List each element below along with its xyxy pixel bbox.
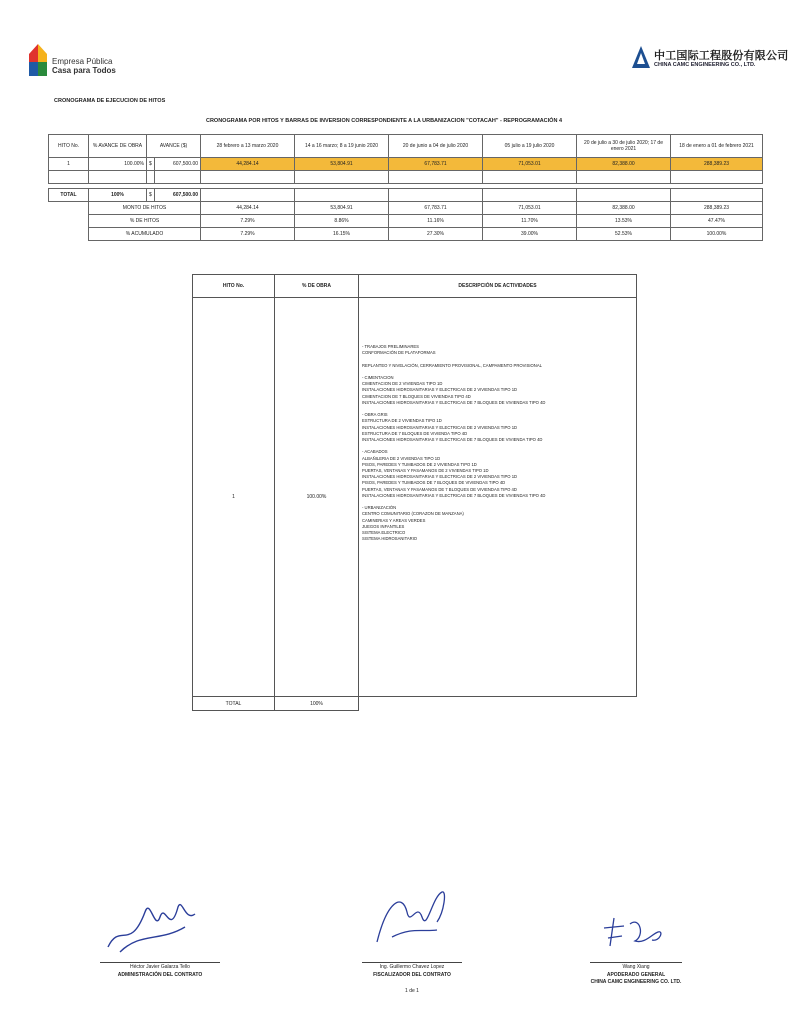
value-cell: 16.15% bbox=[295, 228, 389, 241]
value-cell: 11.16% bbox=[389, 215, 483, 228]
col-avance-obra: % AVANCE DE OBRA bbox=[89, 135, 147, 158]
activity-line: - ACABADOS bbox=[362, 449, 388, 455]
row-label: % ACUMULADO bbox=[89, 228, 201, 241]
total-pct: 100% bbox=[89, 189, 147, 202]
bar-cell: 44,284.14 bbox=[201, 158, 295, 171]
signer-name: Ing. Guillermo Chavez Lopez bbox=[379, 964, 445, 970]
activity-line: SISTEMA ELECTRICO bbox=[362, 530, 406, 536]
activity-line: CIMENTACION DE 7 BLOQUES DE VIVIENDAS TIPO 4D bbox=[362, 393, 471, 399]
col-hito: HITO No. bbox=[193, 275, 275, 298]
signature-block-admin bbox=[100, 912, 220, 978]
amount-cell: 607,500.00 bbox=[155, 158, 201, 171]
activity-line: INSTALACIONES HIDROSANITARIAS Y ELECTRICAS DE 2 VIVIENDAS TIPO 1D bbox=[362, 387, 518, 393]
value-cell: 13.53% bbox=[577, 215, 671, 228]
empty-row bbox=[49, 171, 763, 184]
obra-cell: 100.00% bbox=[275, 298, 359, 697]
bar-cell: 71,053.01 bbox=[483, 158, 577, 171]
company-name-en: CHINA CAMC ENGINEERING CO., LTD. bbox=[654, 62, 756, 68]
schedule-header-row bbox=[49, 135, 763, 158]
activity-line: PUERTAS, VENTANAS Y PASAMANOS DE 7 BLOQUES DE VIVIENDAS TIPO 4D bbox=[362, 486, 517, 492]
activity-line: PISOS, PAREDES Y TUMBADOS DE 2 VIVIENDAS TIPO 1D bbox=[362, 461, 477, 467]
total-row bbox=[49, 189, 763, 202]
activity-line: SISTEMA HIDROSANITARIO bbox=[362, 536, 418, 542]
value-cell: 82,388.00 bbox=[577, 202, 671, 215]
activity-line: INSTALACIONES HIDROSANITARIAS Y ELECTRICAS DE 7 BLOQUES DE VIVIENDAS TIPO 4D bbox=[362, 492, 546, 498]
col-descripcion: DESCRIPCIÓN DE ACTIVIDADES bbox=[359, 275, 637, 298]
activity-line: CENTRO COMUNITARIO (CORAZON DE MANZANA) bbox=[362, 511, 464, 517]
col-obra: % DE OBRA bbox=[275, 275, 359, 298]
pct-hitos-row bbox=[49, 215, 763, 228]
signature-block-fiscalizador bbox=[362, 912, 462, 994]
col-period: 20 de junio a 04 de julio 2020 bbox=[389, 135, 483, 158]
col-period: 05 julio a 19 julio 2020 bbox=[483, 135, 577, 158]
row-label: % DE HITOS bbox=[89, 215, 201, 228]
signer-company: CHINA CAMC ENGINEERING CO. LTD. bbox=[590, 979, 682, 985]
value-cell: 52.53% bbox=[577, 228, 671, 241]
activities-header-row bbox=[193, 275, 637, 298]
signature-scribble-icon bbox=[100, 892, 210, 962]
activities-total-row bbox=[193, 697, 637, 711]
activity-line: JUEGOS INFANTILES bbox=[362, 523, 405, 529]
activities-table bbox=[192, 274, 637, 711]
bar-cell: 82,388.00 bbox=[577, 158, 671, 171]
signer-role: FISCALIZADOR DEL CONTRATO bbox=[373, 972, 451, 978]
logo-text-line2: Casa para Todos bbox=[52, 66, 116, 75]
document-title: CRONOGRAMA DE EJECUCION DE HITOS bbox=[54, 98, 166, 104]
signature-scribble-icon bbox=[590, 906, 680, 956]
value-cell: 11.70% bbox=[483, 215, 577, 228]
camc-logo-icon bbox=[632, 46, 650, 68]
total-label: TOTAL bbox=[193, 697, 275, 711]
value-cell: 47.47% bbox=[671, 215, 763, 228]
value-cell: 7.29% bbox=[201, 215, 295, 228]
activity-line: CAMINERIAS Y AREAS VERDES bbox=[362, 517, 426, 523]
activity-line: PISOS, PAREDES Y TUMBADOS DE 7 BLOQUES DE VIVIENDAS TIPO 4D bbox=[362, 480, 506, 486]
activity-line: - URBANIZACIÓN bbox=[362, 505, 397, 511]
schedule-table bbox=[48, 134, 763, 241]
col-period: 18 de enero a 01 de febrero 2021 bbox=[671, 135, 763, 158]
value-cell: 288,389.23 bbox=[671, 202, 763, 215]
china-camc-logo bbox=[632, 44, 788, 74]
col-period: 14 a 16 marzo; 8 a 19 junio 2020 bbox=[295, 135, 389, 158]
col-period: 20 de julio a 30 de julio 2020; 17 de enero 2021 bbox=[577, 135, 671, 158]
signature-scribble-icon bbox=[362, 882, 462, 952]
value-cell: 27.30% bbox=[389, 228, 483, 241]
activity-line: REPLANTEO Y NIVELACIÓN, CERRAMIENTO PROVISIONAL, CAMPAMENTO PROVISIONAL bbox=[362, 362, 542, 368]
table-row bbox=[193, 298, 637, 697]
activity-line: CONFORMACIÓN DE PLATAFORMAS bbox=[362, 350, 436, 356]
activity-line: INSTALACIONES HIDROSANITARIAS Y ELECTRICAS DE 7 BLOQUES DE VIVIENDA TIPO 4D bbox=[362, 437, 543, 443]
activity-line: PUERTAS, VENTANAS Y PASAMANOS DE 2 VIVIENDAS TIPO 1D bbox=[362, 468, 489, 474]
value-cell: 100.00% bbox=[671, 228, 763, 241]
hito-cell: 1 bbox=[193, 298, 275, 697]
activity-line: ALBAÑILERIA DE 2 VIVIENDAS TIPO 1D bbox=[362, 455, 441, 461]
signer-name: Wang Xiang bbox=[622, 964, 650, 970]
value-cell: 53,804.91 bbox=[295, 202, 389, 215]
total-pct: 100% bbox=[275, 697, 359, 711]
pct-acumulado-row bbox=[49, 228, 763, 241]
table-row bbox=[49, 158, 763, 171]
casa-para-todos-logo bbox=[26, 42, 146, 82]
company-name-cn: 中工国际工程股份有限公司 bbox=[654, 50, 788, 62]
total-amount: 607,500.00 bbox=[155, 189, 201, 202]
signer-role: APODERADO GENERAL bbox=[606, 972, 666, 978]
value-cell: 39.00% bbox=[483, 228, 577, 241]
row-label: MONTO DE HITOS bbox=[89, 202, 201, 215]
activities-description bbox=[359, 298, 637, 697]
page-number: 1 de 1 bbox=[405, 988, 419, 994]
signer-role: ADMINISTRACIÓN DEL CONTRATO bbox=[117, 972, 203, 978]
total-label: TOTAL bbox=[49, 189, 89, 202]
col-hito: HITO No. bbox=[49, 135, 89, 158]
currency-cell: $ bbox=[147, 158, 155, 171]
activity-line: ESTRUCTURA DE 2 VIVIENDAS TIPO 1D bbox=[362, 418, 442, 424]
col-avance: AVANCE ($) bbox=[147, 135, 201, 158]
activity-line: INSTALACIONES HIDROSANITARIAS Y ELECTRICAS DE 7 BLOQUES DE VIVIENDAS TIPO 4D bbox=[362, 399, 546, 405]
hito-cell: 1 bbox=[49, 158, 89, 171]
activity-line: - CIMENTACION bbox=[362, 375, 394, 381]
value-cell: 71,053.01 bbox=[483, 202, 577, 215]
monto-row bbox=[49, 202, 763, 215]
house-logo-icon bbox=[26, 42, 50, 80]
value-cell: 44,284.14 bbox=[201, 202, 295, 215]
activity-line: - TRABAJOS PRELIMINARES bbox=[362, 344, 419, 349]
activity-line: CIMENTACION DE 2 VIVIENDAS TIPO 1D bbox=[362, 381, 443, 387]
schedule-title: CRONOGRAMA POR HITOS Y BARRAS DE INVERSION CORRESPONDIENTE A LA URBANIZACION "COTACAH" - REPROGRAMACIÓN 4 bbox=[205, 118, 562, 124]
col-period: 28 febrero a 13 marzo 2020 bbox=[201, 135, 295, 158]
value-cell: 8.86% bbox=[295, 215, 389, 228]
activity-line: INSTALACIONES HIDROSANITARIAS Y ELECTRICAS DE 2 VIVIENDAS TIPO 1D bbox=[362, 474, 518, 480]
activity-line: ESTRUCTURA DE 7 BLOQUES DE VIVIENDA TIPO 4D bbox=[362, 430, 468, 436]
activity-line: INSTALACIONES HIDROSANITARIAS Y ELECTRICAS DE 2 VIVIENDAS TIPO 1D bbox=[362, 424, 518, 430]
bar-cell: 288,389.23 bbox=[671, 158, 763, 171]
activity-line: - OBRA GRIS bbox=[362, 412, 388, 418]
pct-cell: 100.00% bbox=[89, 158, 147, 171]
logo-text-line1: Empresa Pública bbox=[52, 57, 113, 66]
currency-cell: $ bbox=[147, 189, 155, 202]
signer-name: Héctor Javier Galarza Tello bbox=[130, 964, 190, 970]
bar-cell: 67,783.71 bbox=[389, 158, 483, 171]
signature-block-apoderado bbox=[590, 912, 682, 985]
bar-cell: 53,804.91 bbox=[295, 158, 389, 171]
value-cell: 7.29% bbox=[201, 228, 295, 241]
value-cell: 67,783.71 bbox=[389, 202, 483, 215]
